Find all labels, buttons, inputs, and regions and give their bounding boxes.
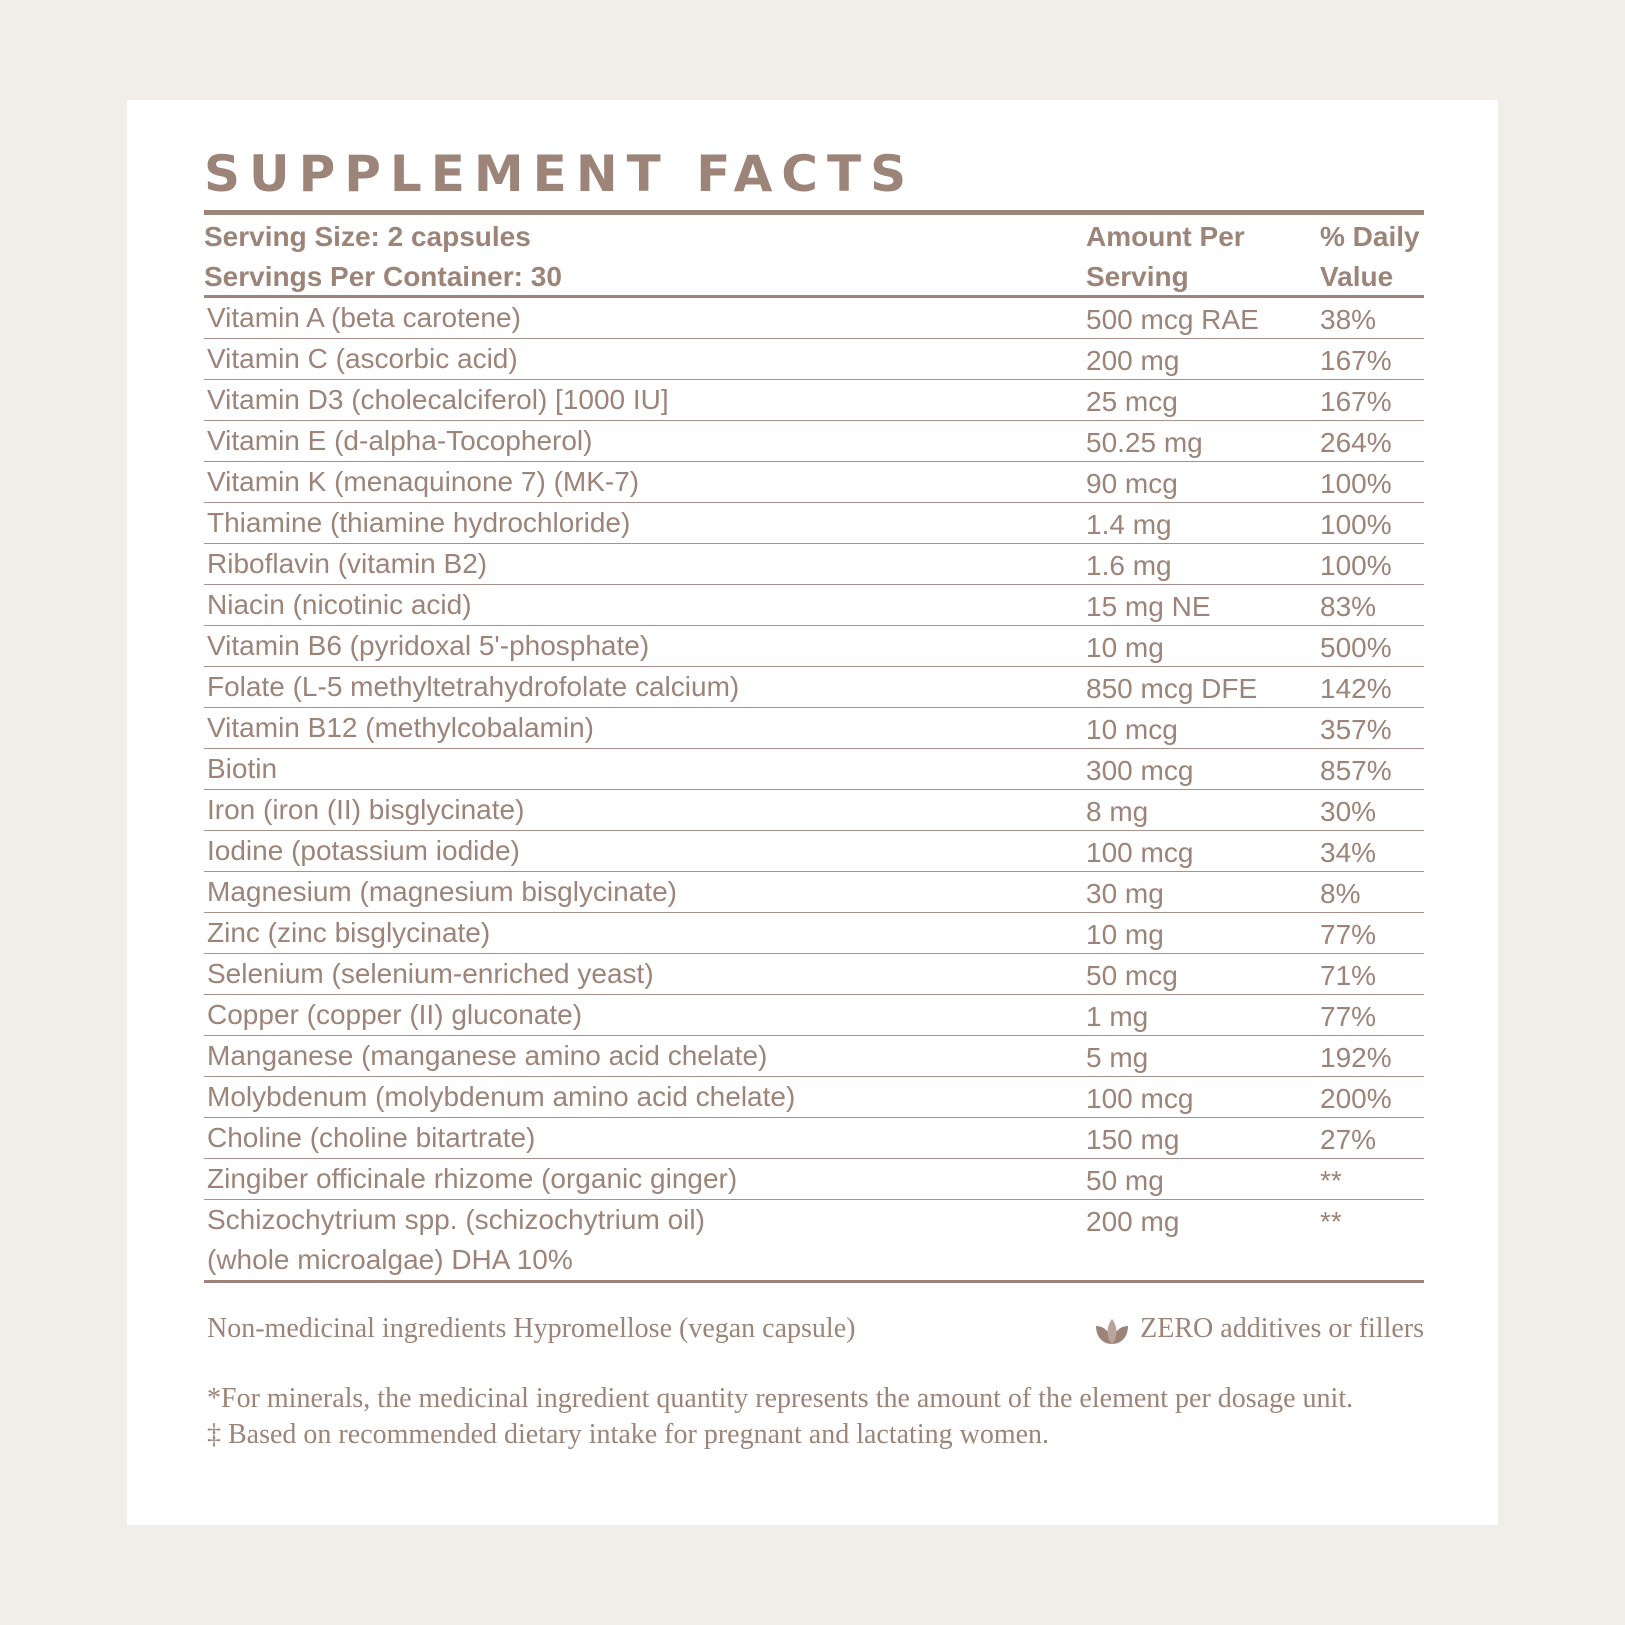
table-row <box>204 1077 1424 1118</box>
ingredients-footer <box>204 1309 1424 1349</box>
ingredient-name: Magnesium (magnesium bisglycinate) <box>207 876 677 907</box>
ingredient-amount: 50.25 mg <box>1086 427 1203 458</box>
ingredient-daily-value: 8% <box>1320 878 1361 909</box>
ingredient-name: Iodine (potassium iodide) <box>207 835 520 866</box>
table-row <box>204 1036 1424 1077</box>
ingredient-name: Vitamin C (ascorbic acid) <box>207 343 518 374</box>
ingredient-daily-value: 264% <box>1320 427 1392 458</box>
ingredient-daily-value: 167% <box>1320 386 1392 417</box>
table-row <box>204 790 1424 831</box>
ingredient-daily-value: 71% <box>1320 960 1377 991</box>
table-row <box>204 1118 1424 1159</box>
ingredient-name: Niacin (nicotinic acid) <box>207 589 472 620</box>
servings-per-container: Servings Per Container: 30 <box>204 261 562 292</box>
ingredient-daily-value: 100% <box>1320 550 1392 581</box>
table-row <box>204 462 1424 503</box>
ingredient-daily-value: 142% <box>1320 673 1392 704</box>
ingredient-daily-value: 357% <box>1320 714 1392 745</box>
ingredient-daily-value: 34% <box>1320 837 1377 868</box>
ingredient-amount: 100 mcg <box>1086 837 1194 868</box>
amount-header-line2: Serving <box>1086 261 1189 292</box>
serving-size: Serving Size: 2 capsules <box>204 221 531 252</box>
ingredient-amount: 1 mg <box>1086 1001 1149 1032</box>
table-row <box>204 626 1424 667</box>
ingredient-daily-value: ** <box>1320 1206 1342 1237</box>
table-row <box>204 749 1424 790</box>
ingredient-amount: 150 mg <box>1086 1124 1180 1155</box>
ingredient-amount: 25 mcg <box>1086 386 1178 417</box>
ingredient-daily-value: 100% <box>1320 509 1392 540</box>
ingredient-rows <box>204 298 1424 1200</box>
non-medicinal-ingredients: Non-medicinal ingredients Hypromellose (vegan capsule) <box>207 1313 856 1344</box>
zero-additives <box>1094 1309 1424 1349</box>
table-row <box>204 503 1424 544</box>
daily-value-header <box>1320 217 1420 297</box>
table-row <box>204 872 1424 913</box>
table-row <box>204 585 1424 626</box>
ingredient-name: Vitamin B12 (methylcobalamin) <box>207 712 594 743</box>
ingredient-amount: 200 mg <box>1086 345 1180 376</box>
ingredient-amount: 15 mg NE <box>1086 591 1211 622</box>
ingredient-name: Schizochytrium spp. (schizochytrium oil) <box>207 1204 705 1235</box>
table-row <box>204 421 1424 462</box>
ingredient-amount: 90 mcg <box>1086 468 1178 499</box>
footnote-minerals: *For minerals, the medicinal ingredient quantity represents the amount of the element per dosage unit. <box>207 1383 1354 1414</box>
ingredient-daily-value: 500% <box>1320 632 1392 663</box>
ingredient-amount: 500 mcg RAE <box>1086 304 1259 335</box>
ingredient-name: Riboflavin (vitamin B2) <box>207 548 488 579</box>
ingredient-name: Selenium (selenium-enriched yeast) <box>207 958 654 989</box>
ingredient-daily-value: 27% <box>1320 1124 1377 1155</box>
ingredient-amount: 1.4 mg <box>1086 509 1172 540</box>
supplement-facts-panel <box>127 100 1498 1525</box>
zero-additives-label: ZERO additives or fillers <box>1140 1313 1424 1344</box>
table-row <box>204 1159 1424 1200</box>
table-row <box>204 831 1424 872</box>
ingredient-name: Thiamine (thiamine hydrochloride) <box>207 507 631 538</box>
ingredient-amount: 300 mcg <box>1086 755 1194 786</box>
table-row <box>204 667 1424 708</box>
ingredient-amount: 10 mg <box>1086 919 1164 950</box>
footnotes <box>204 1381 1424 1453</box>
ingredient-name: Zinc (zinc bisglycinate) <box>207 917 491 948</box>
table-row <box>204 298 1424 339</box>
table-row <box>204 995 1424 1036</box>
ingredient-daily-value: 200% <box>1320 1083 1392 1114</box>
serving-info <box>204 217 562 297</box>
ingredient-name: Manganese (manganese amino acid chelate) <box>207 1040 768 1071</box>
facts-table <box>204 142 1424 1453</box>
ingredient-name: Vitamin E (d-alpha-Tocopherol) <box>207 425 593 456</box>
ingredient-daily-value: 192% <box>1320 1042 1392 1073</box>
ingredient-name: Copper (copper (II) gluconate) <box>207 999 583 1030</box>
ingredient-name: Vitamin B6 (pyridoxal 5'-phosphate) <box>207 630 650 661</box>
table-row <box>204 380 1424 421</box>
ingredient-name: Vitamin A (beta carotene) <box>207 302 521 333</box>
ingredient-name: Folate (L-5 methyltetrahydrofolate calcium) <box>207 671 740 702</box>
ingredient-name: Vitamin D3 (cholecalciferol) [1000 IU] <box>207 384 669 415</box>
ingredient-daily-value: 857% <box>1320 755 1392 786</box>
ingredient-name: Choline (choline bitartrate) <box>207 1122 536 1153</box>
ingredient-amount: 30 mg <box>1086 878 1164 909</box>
dv-header-line1: % Daily <box>1320 221 1420 252</box>
table-row <box>204 913 1424 954</box>
ingredient-daily-value: 77% <box>1320 1001 1377 1032</box>
ingredient-amount: 50 mg <box>1086 1165 1164 1196</box>
ingredient-name: Iron (iron (II) bisglycinate) <box>207 794 525 825</box>
ingredient-daily-value: 30% <box>1320 796 1377 827</box>
ingredient-amount: 100 mcg <box>1086 1083 1194 1114</box>
footnote-dietary: ‡ Based on recommended dietary intake for pregnant and lactating women. <box>207 1419 1050 1450</box>
ingredient-daily-value: 77% <box>1320 919 1377 950</box>
table-row <box>204 544 1424 585</box>
ingredient-daily-value: ** <box>1320 1165 1342 1196</box>
ingredient-amount: 10 mg <box>1086 632 1164 663</box>
leaf-icon <box>1094 1316 1130 1346</box>
table-row <box>204 1200 1424 1283</box>
ingredient-amount: 200 mg <box>1086 1206 1180 1237</box>
table-row <box>204 708 1424 749</box>
ingredient-name: Vitamin K (menaquinone 7) (MK-7) <box>207 466 640 497</box>
ingredient-name: Zingiber officinale rhizome (organic ginger) <box>207 1163 738 1194</box>
ingredient-amount: 5 mg <box>1086 1042 1149 1073</box>
page-title: SUPPLEMENT FACTS <box>204 145 916 203</box>
ingredient-daily-value: 167% <box>1320 345 1392 376</box>
ingredient-daily-value: 100% <box>1320 468 1392 499</box>
ingredient-amount: 1.6 mg <box>1086 550 1172 581</box>
table-header <box>204 215 1424 298</box>
table-row <box>204 954 1424 995</box>
ingredient-amount: 10 mcg <box>1086 714 1178 745</box>
ingredient-name-continued: (whole microalgae) DHA 10% <box>207 1244 573 1275</box>
ingredient-amount: 50 mcg <box>1086 960 1178 991</box>
amount-header-line1: Amount Per <box>1086 221 1245 252</box>
table-row <box>204 339 1424 380</box>
dv-header-line2: Value <box>1320 261 1394 292</box>
ingredient-amount: 8 mg <box>1086 796 1149 827</box>
ingredient-daily-value: 83% <box>1320 591 1377 622</box>
ingredient-daily-value: 38% <box>1320 304 1377 335</box>
amount-header <box>1086 217 1245 297</box>
ingredient-amount: 850 mcg DFE <box>1086 673 1258 704</box>
ingredient-name: Biotin <box>207 753 278 784</box>
ingredient-name: Molybdenum (molybdenum amino acid chelate) <box>207 1081 796 1112</box>
